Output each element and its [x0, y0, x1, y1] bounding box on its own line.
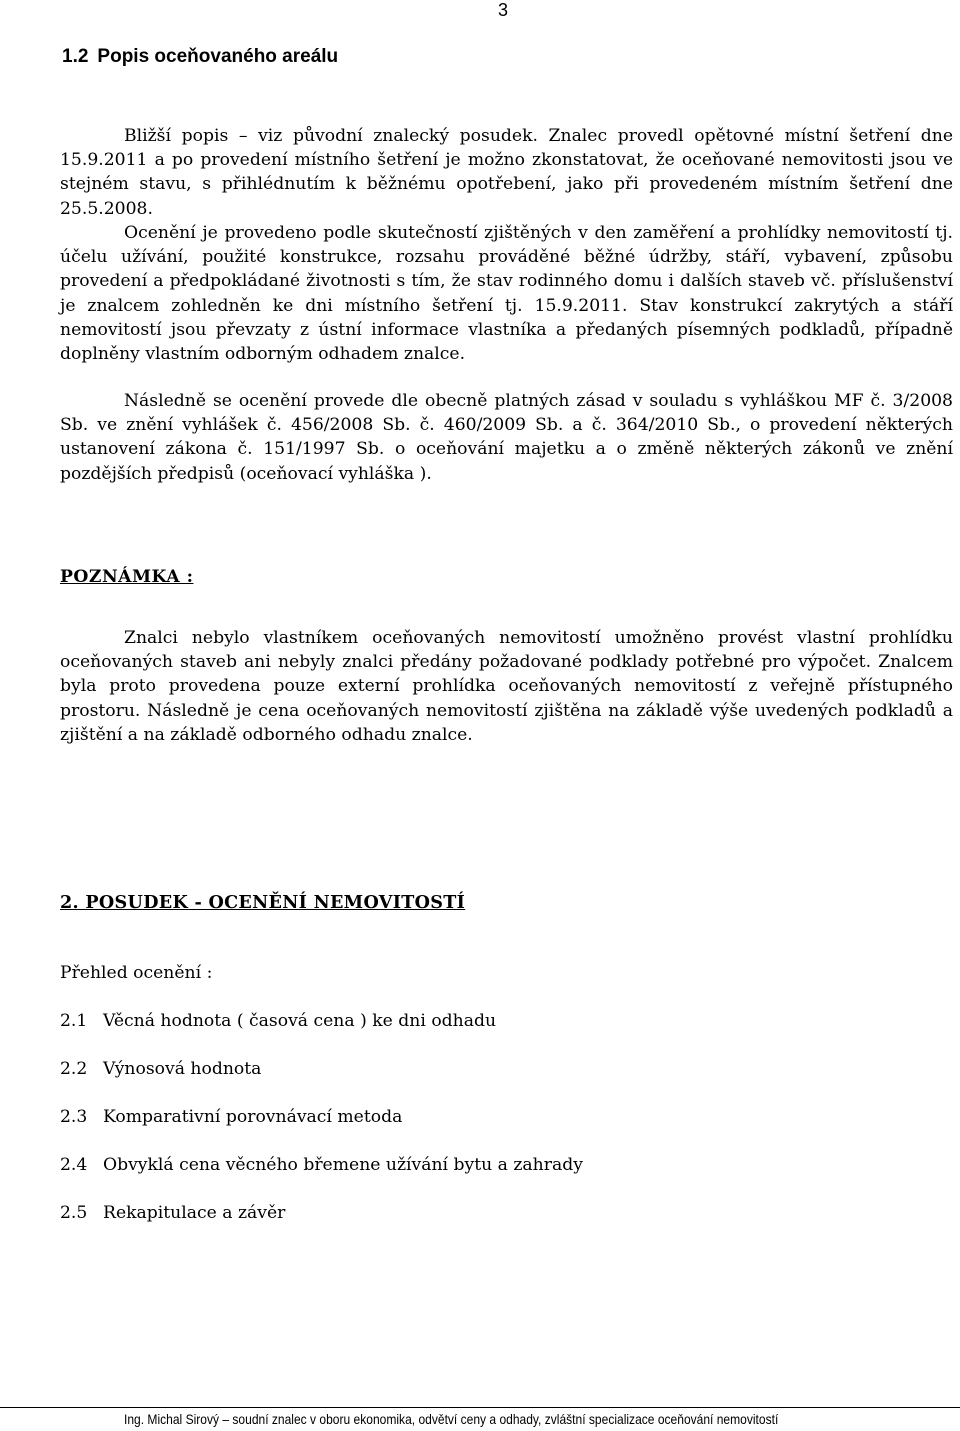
section-heading-2: 2. POSUDEK - OCENĚNÍ NEMOVITOSTÍ	[60, 892, 466, 913]
overview-item-number: 2.2	[60, 1059, 88, 1079]
overview-item-label: Výnosová hodnota	[103, 1059, 262, 1079]
overview-item-label: Obvyklá cena věcného břemene užívání bytu a zahrady	[103, 1155, 583, 1175]
section-heading-1-2	[62, 46, 338, 68]
paragraph-valuation-basis: Ocenění je provedeno podle skutečností zjištěných v den zaměření a prohlídky nemovitostí tj. účelu užívání, použité konstrukce, rozsahu prováděné běžné údržby, stáří, vybavení, způsobu provedení a předpokládané životnosti s tím, že stav rodinného domu i dalších staveb vč. příslušenství je znalcem zohledněn ke dni místního šetření tj. 15.9.2011. Stav konstrukcí zakrytých a stáří nemovitostí jsou převzaty z ústní informace vlastníka a předaných písemných podkladů, případně doplněny vlastním odborným odhadem znalce.	[60, 223, 953, 365]
overview-item	[60, 1011, 496, 1031]
footer-divider	[0, 1407, 960, 1408]
overview-item-label: Rekapitulace a závěr	[103, 1203, 286, 1223]
overview-item	[60, 1107, 402, 1127]
overview-item-label: Komparativní porovnávací metoda	[103, 1107, 403, 1127]
overview-item-number: 2.3	[60, 1107, 88, 1127]
overview-item	[60, 1059, 261, 1079]
overview-item	[60, 1155, 583, 1175]
overview-item-number: 2.4	[60, 1155, 88, 1175]
overview-item-number: 2.5	[60, 1203, 88, 1223]
overview-label: Přehled ocenění :	[60, 963, 213, 983]
overview-item	[60, 1203, 285, 1223]
page-footer: Ing. Michal Sirový – soudní znalec v oboru ekonomika, odvětví ceny a odhady, zvláštní specializace oceňování nemovitostí	[124, 1411, 779, 1427]
note-paragraph: Znalci nebylo vlastníkem oceňovaných nemovitostí umožněno provést vlastní prohlídku oceňovaných staveb ani nebyly znalci předány požadované podklady potřebné pro výpočet. Znalcem byla proto provedena pouze externí prohlídka oceňovaných nemovitostí z veřejně přístupného prostoru. Následně je cena oceňovaných nemovitostí zjištěna na základě výše uvedených podkladů a zjištění a na základě odborného odhadu znalce.	[60, 628, 953, 745]
paragraph-site-inspection: Bližší popis – viz původní znalecký posudek. Znalec provedl opětovné místní šetření dne 15.9.2011 a po provedení místního šetření je možno zkonstatovat, že oceňované nemovitosti jsou ve stejném stavu, s přihlédnutím k běžnému opotřebení, jako při provedeném místním šetření dne 25.5.2008.	[60, 126, 953, 219]
note-heading: POZNÁMKA :	[60, 567, 194, 587]
page-number: 3	[498, 0, 509, 20]
overview-item-number: 2.1	[60, 1011, 88, 1031]
overview-item-label: Věcná hodnota ( časová cena ) ke dni odhadu	[103, 1011, 497, 1031]
section-number: 1.2	[62, 46, 89, 67]
section-title: Popis oceňovaného areálu	[97, 46, 339, 67]
paragraph-legal-basis: Následně se ocenění provede dle obecně platných zásad v souladu s vyhláškou MF č. 3/2008 Sb. ve znění vyhlášek č. 456/2008 Sb. č. 460/2009 Sb. a č. 364/2010 Sb., o provedení některých ustanovení zákona č. 151/1997 Sb. o oceňování majetku a o změně některých zákonů ve znění pozdějších předpisů (oceňovací vyhláška ).	[60, 391, 953, 484]
